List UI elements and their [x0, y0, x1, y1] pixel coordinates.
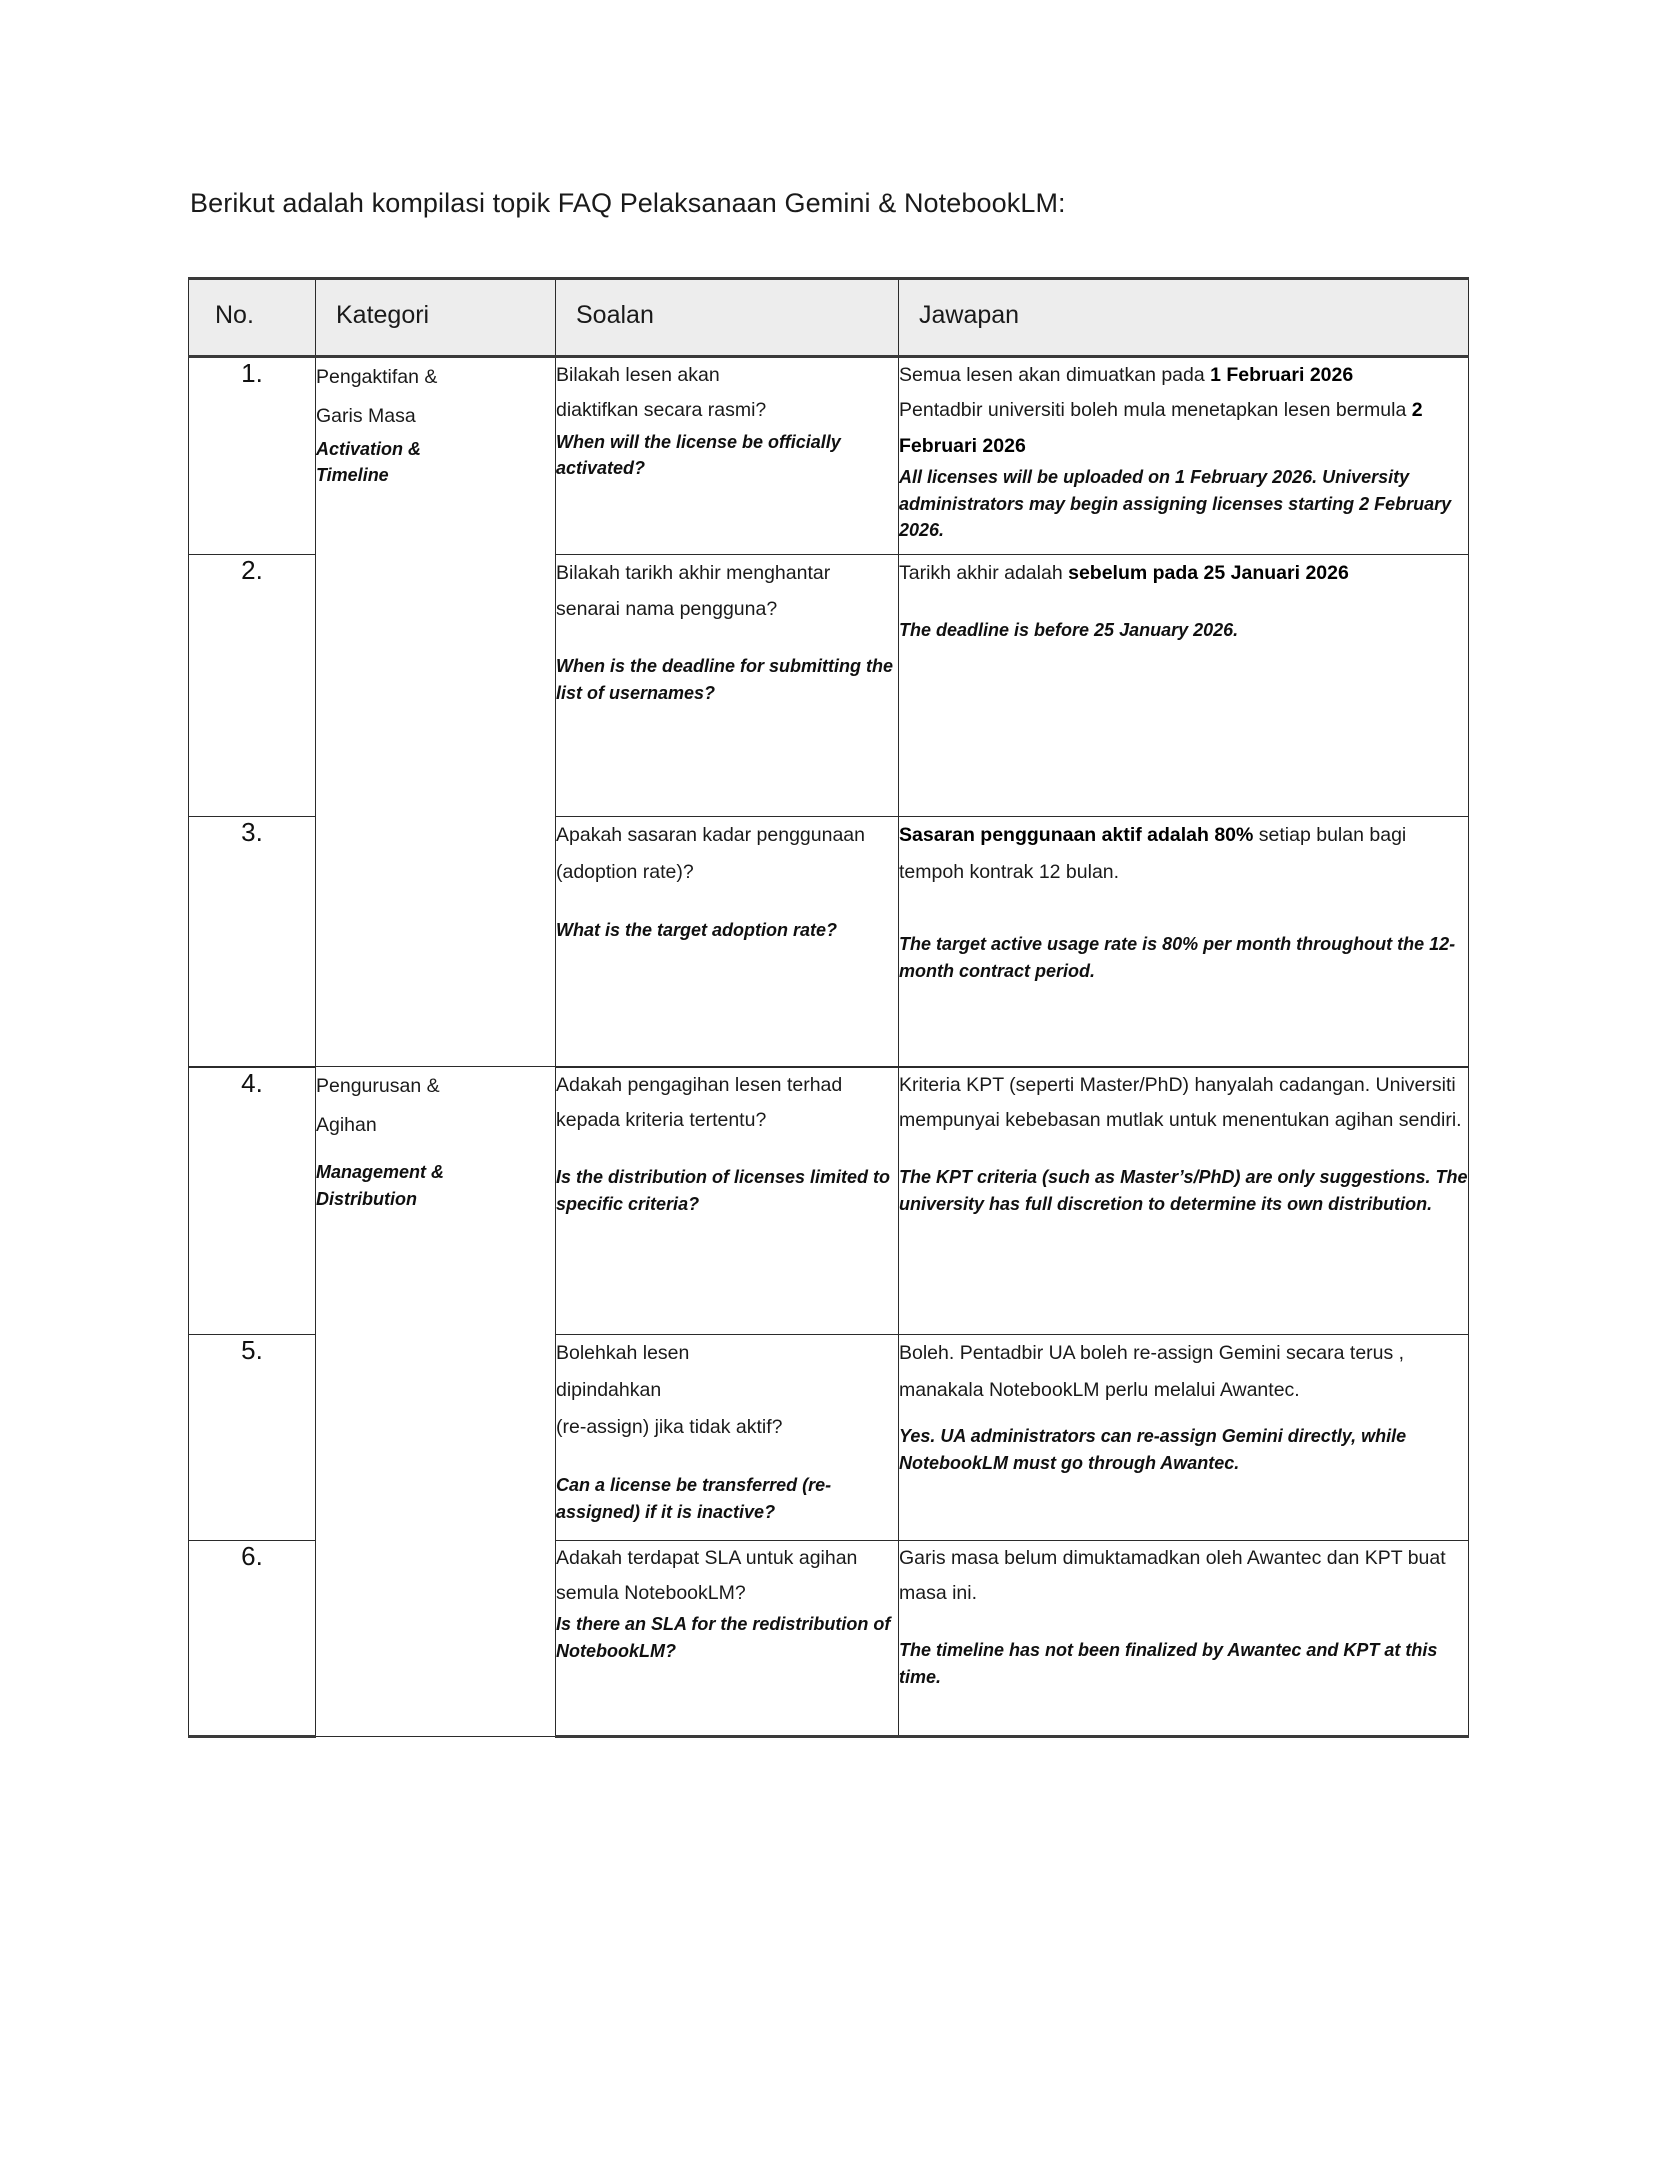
spacer: [556, 1446, 898, 1472]
row-number: 1.: [189, 357, 316, 555]
answer-en: Yes. UA administrators can re-assign Gemini directly, while NotebookLM must go through Awantec.: [899, 1426, 1407, 1474]
table-header-row: [189, 279, 1469, 357]
category-label-en-line2: Distribution: [316, 1189, 417, 1209]
answer-ms: Garis masa belum dimuktamadkan oleh Awantec dan KPT buat masa ini.: [899, 1547, 1446, 1605]
question-ms: Adakah pengagihan lesen terhad kepada kriteria tertentu?: [556, 1073, 843, 1131]
answer-ms-text: setiap bulan bagi tempoh kontrak 12 bulan.: [899, 824, 1407, 884]
answer-ms-2-highlight: 2 Februari 2026: [899, 399, 1423, 457]
question-cell: [556, 357, 899, 555]
category-cell-activation: [316, 357, 556, 1067]
answer-en: All licenses will be uploaded on 1 February 2026. University administrators may begin assigning licenses starting 2 February 2026.: [899, 467, 1452, 540]
row-number: 6.: [189, 1541, 316, 1737]
question-ms-line1: Bolehkah lesen: [556, 1342, 690, 1364]
category-label-ms-line1: Pengaktifan &: [316, 366, 438, 388]
question-cell: [556, 555, 899, 817]
question-en: Can a license be transferred (re-assigned) if it is inactive?: [556, 1475, 832, 1523]
question-cell: [556, 817, 899, 1067]
answer-ms: Kriteria KPT (seperti Master/PhD) hanyalah cadangan. Universiti mempunyai kebebasan mutlak untuk menentukan agihan sendiri.: [899, 1073, 1462, 1131]
answer-cell: [899, 1541, 1469, 1737]
category-label-ms-line2: Agihan: [316, 1114, 377, 1136]
category-cell-management: [316, 1067, 556, 1737]
answer-ms: [899, 555, 1468, 591]
row-number: 2.: [189, 555, 316, 817]
question-en: What is the target adoption rate?: [556, 920, 838, 941]
column-header-kategori: Kategori: [316, 279, 556, 357]
column-header-no: No.: [189, 279, 316, 357]
spacer: [556, 891, 898, 917]
spacer: [899, 1611, 1468, 1637]
category-label-en-line1: Management &: [316, 1162, 445, 1182]
answer-ms-paragraph-2: [899, 393, 1468, 464]
answer-ms-highlight: sebelum pada 25 Januari 2026: [1068, 562, 1349, 584]
question-cell: [556, 1541, 899, 1737]
answer-cell: [899, 1067, 1469, 1335]
answer-en: The target active usage rate is 80% per month throughout the 12-month contract period.: [899, 934, 1456, 982]
answer-cell: [899, 817, 1469, 1067]
answer-ms: [899, 817, 1468, 891]
row-number: 5.: [189, 1335, 316, 1541]
page-title: Berikut adalah kompilasi topik FAQ Pelaksanaan Gemini & NotebookLM:: [190, 188, 1066, 218]
category-label-en-line1: Activation &: [316, 439, 422, 459]
spacer: [556, 1138, 898, 1164]
row-number: 4.: [189, 1067, 316, 1335]
question-cell: [556, 1335, 899, 1541]
table-row: [189, 357, 1469, 555]
answer-ms-1-highlight: 1 Februari 2026: [1210, 364, 1354, 386]
question-ms: Apakah sasaran kadar penggunaan (adoption rate)?: [556, 824, 865, 884]
answer-ms-highlight: Sasaran penggunaan aktif adalah 80%: [899, 824, 1254, 846]
spacer: [899, 1138, 1468, 1164]
answer-ms-2-text: Pentadbir universiti boleh mula menetapkan lesen bermula: [899, 399, 1412, 422]
category-label-en-line2: Timeline: [316, 465, 389, 486]
answer-ms-text: Tarikh akhir adalah: [899, 562, 1069, 584]
table-row: [189, 1067, 1469, 1335]
answer-en: The timeline has not been finalized by Awantec and KPT at this time.: [899, 1640, 1438, 1688]
answer-ms-1-text: Semua lesen akan dimuatkan pada: [899, 364, 1211, 386]
spacer: [556, 627, 898, 653]
category-label-ms-line1: Pengurusan &: [316, 1075, 440, 1097]
question-ms: Adakah terdapat SLA untuk agihan semula NotebookLM?: [556, 1547, 858, 1605]
column-header-soalan: Soalan: [556, 279, 899, 357]
spacer: [899, 1409, 1468, 1423]
question-en: Is the distribution of licenses limited to specific criteria?: [556, 1167, 891, 1215]
answer-ms: Boleh. Pentadbir UA boleh re-assign Gemini secara terus , manakala NotebookLM perlu melalui Awantec.: [899, 1342, 1405, 1402]
answer-cell: [899, 555, 1469, 817]
answer-cell: [899, 1335, 1469, 1541]
spacer: [899, 891, 1468, 931]
answer-cell: [899, 357, 1469, 555]
question-ms-line2: diaktifkan secara rasmi?: [556, 399, 767, 422]
spacer: [316, 1145, 555, 1159]
question-cell: [556, 1067, 899, 1335]
question-ms-line3: (re-assign) jika tidak aktif?: [556, 1416, 783, 1439]
question-en: When is the deadline for submitting the list of usernames?: [556, 656, 894, 704]
faq-table: [188, 277, 1469, 1738]
category-label-ms-line2: Garis Masa: [316, 405, 416, 427]
question-ms-line2: dipindahkan: [556, 1379, 662, 1402]
answer-ms-paragraph-1: [899, 358, 1468, 393]
spacer: [899, 591, 1468, 617]
question-ms-line1: Bilakah lesen akan: [556, 364, 720, 386]
question-en: When will the license be officially activated?: [556, 431, 841, 479]
row-number: 3.: [189, 817, 316, 1067]
answer-en: The KPT criteria (such as Master’s/PhD) are only suggestions. The university has full discretion to determine its own distribution.: [899, 1167, 1468, 1215]
column-header-jawapan: Jawapan: [899, 279, 1469, 357]
question-ms: Bilakah tarikh akhir menghantar senarai nama pengguna?: [556, 562, 831, 621]
answer-en: The deadline is before 25 January 2026.: [899, 620, 1239, 641]
question-en: Is there an SLA for the redistribution of NotebookLM?: [556, 1614, 891, 1662]
